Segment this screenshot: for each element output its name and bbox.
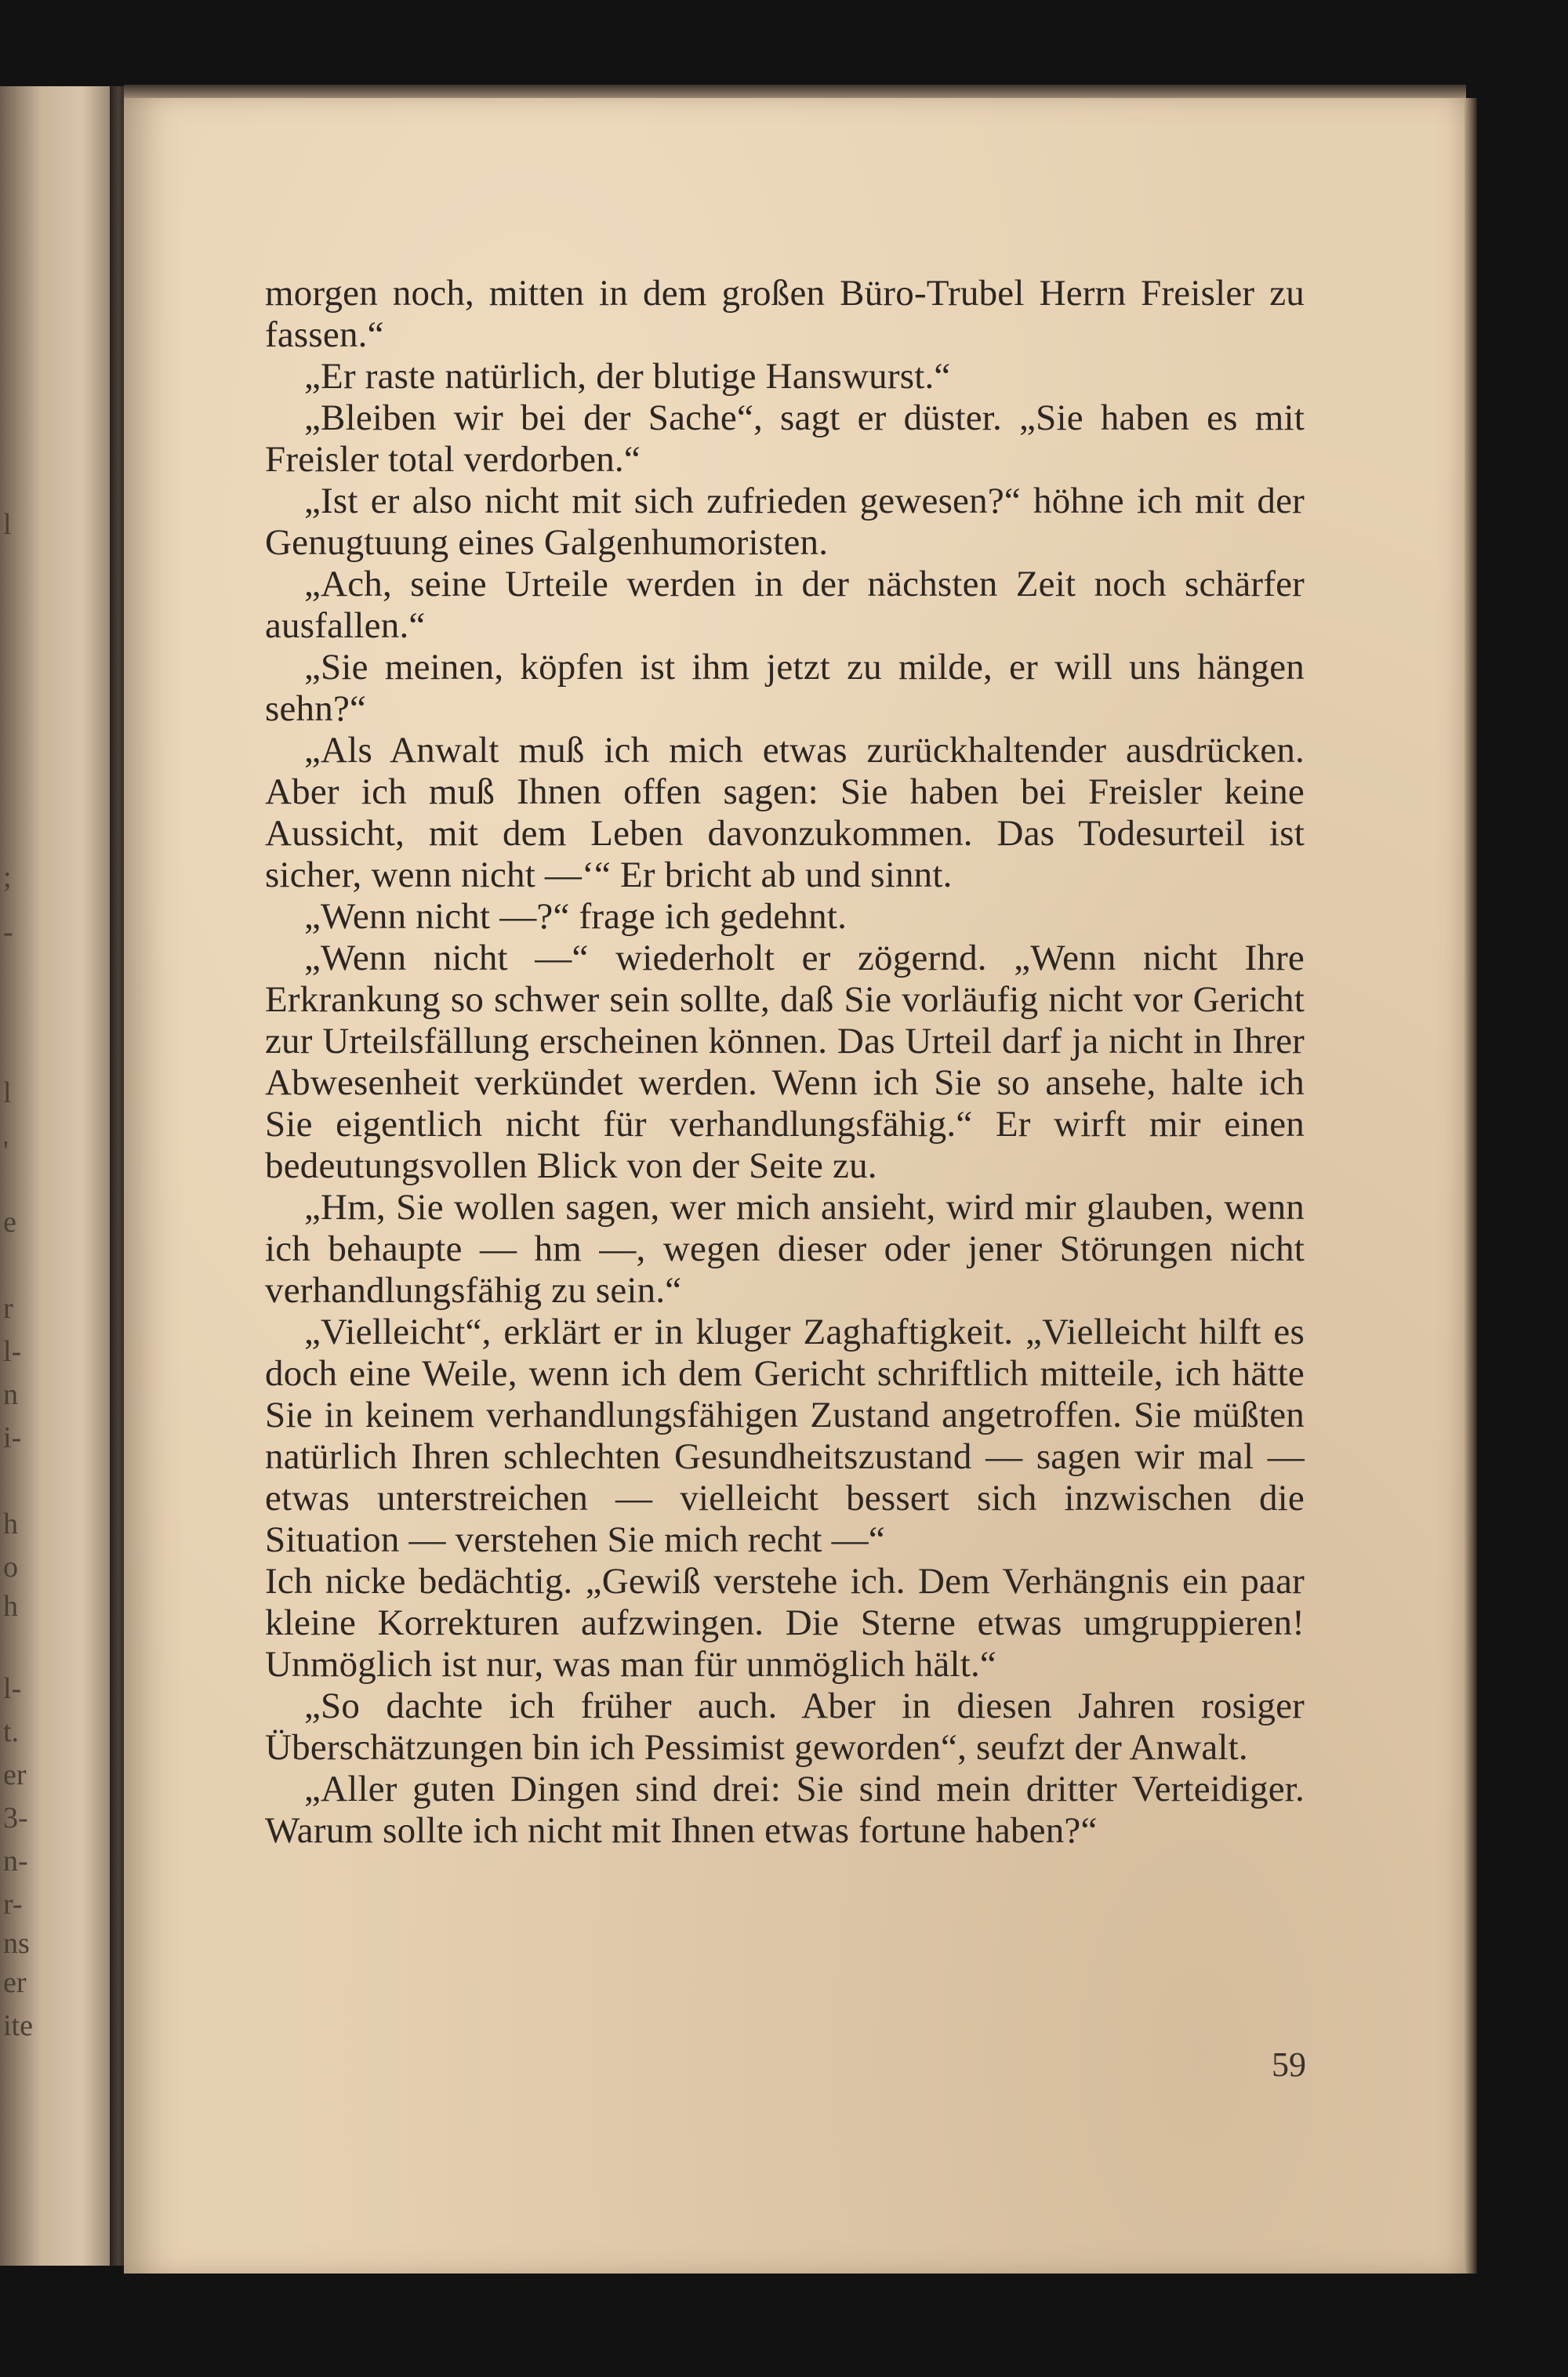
paragraph: morgen noch, mitten in dem großen Büro-Trubel Herrn Freisler zu fassen.“ [265, 273, 1305, 355]
paragraph: „Wenn nicht —?“ frage ich gedehnt. [304, 896, 848, 937]
fragment: r- [3, 1888, 23, 1921]
fragment: er [3, 1966, 27, 1999]
fragment: n [3, 1378, 18, 1411]
left-page-edge [0, 86, 118, 2266]
paragraph: „Ist er also nicht mit sich zufrieden gewesen?“ höhne ich mit der Genugtuung eines Galgenhumoristen. [265, 481, 1305, 563]
fragment: t. [3, 1715, 20, 1748]
paragraph: „Aller guten Dingen sind drei: Sie sind mein dritter Verteidiger. Warum sollte ich nicht mit Ihnen etwas fortune haben?“ [265, 1769, 1305, 1851]
fragment: l [3, 508, 12, 541]
fragment: l- [3, 1335, 22, 1368]
fragment: er [3, 1758, 27, 1791]
paragraph: Ich nicke bedächtig. „Gewiß verstehe ich. Dem Verhängnis ein paar kleine Korrekturen aufzwingen. Die Sterne etwas umgruppieren! Unmöglich ist nur, was man für unmöglich hält.“ [265, 1561, 1305, 1685]
page-right-edge [1465, 98, 1477, 2274]
fragment: r [3, 1292, 13, 1325]
paragraph: „Als Anwalt muß ich mich etwas zurückhaltender ausdrücken. Aber ich muß Ihnen offen sagen: Sie haben bei Freisler keine Aussicht, mit dem Leben davonzukommen. Das Todesurteil ist sicher, wenn nicht —‘“ Er bricht ab und sinnt. [265, 730, 1305, 895]
fragment: ite [3, 2009, 33, 2042]
fragment: ; [3, 861, 12, 894]
left-page-fragments [0, 86, 118, 2266]
fragment: - [3, 916, 13, 949]
paragraph: „Er raste natürlich, der blutige Hanswurst.“ [304, 356, 951, 397]
fragment: h [3, 1508, 18, 1541]
fragment: ' [3, 1135, 9, 1168]
fragment: l- [3, 1672, 22, 1705]
fragment: ns [3, 1927, 30, 1960]
fragment: e [3, 1206, 16, 1239]
paragraph: „So dachte ich früher auch. Aber in diesen Jahren rosiger Überschätzungen bin ich Pessimist geworden“, seufzt der Anwalt. [265, 1686, 1305, 1768]
paragraph: „Hm, Sie wollen sagen, wer mich ansieht, wird mir glauben, wenn ich behaupte — hm —, wegen dieser oder jener Störungen nicht verhandlungsfähig zu sein.“ [265, 1187, 1305, 1311]
fragment: 3- [3, 1802, 28, 1834]
fragment: i- [3, 1421, 22, 1454]
fragment: h [3, 1590, 18, 1623]
paragraph: „Sie meinen, köpfen ist ihm jetzt zu milde, er will uns hängen sehn?“ [265, 647, 1305, 729]
fragment: l [3, 1076, 12, 1109]
paragraph: „Bleiben wir bei der Sache“, sagt er düster. „Sie haben es mit Freisler total verdorben.“ [265, 397, 1305, 480]
paragraph: „Ach, seine Urteile werden in der nächsten Zeit noch schärfer ausfallen.“ [265, 564, 1305, 646]
page-number: 59 [1272, 2045, 1306, 2084]
paragraph: „Vielleicht“, erklärt er in kluger Zaghaftigkeit. „Vielleicht hilft es doch eine Weile, wenn ich dem Gericht schriftlich mitteile, ich hätte Sie in keinem verhandlungsfähigen Zustand angetroffen. Sie müßten natürlich Ihren schlechten Gesundheitszustand — sagen wir mal — etwas unterstreichen — vielleicht bessert sich inzwischen die Situation — verstehen Sie mich recht —“ [265, 1312, 1305, 1560]
paragraph: „Wenn nicht —“ wiederholt er zögernd. „Wenn nicht Ihre Erkrankung so schwer sein sollte, daß Sie vorläufig nicht vor Gericht zur Urteilsfällung erscheinen können. Das Urteil darf ja nicht in Ihrer Abwesenheit verkündet werden. Wenn ich Sie so ansehe, halte ich Sie eigentlich nicht für verhandlungsfähig.“ Er wirft mir einen bedeutungsvollen Blick von der Seite zu. [265, 938, 1305, 1186]
fragment: n- [3, 1845, 28, 1878]
fragment: o [3, 1551, 18, 1584]
page-text [265, 273, 1305, 1852]
